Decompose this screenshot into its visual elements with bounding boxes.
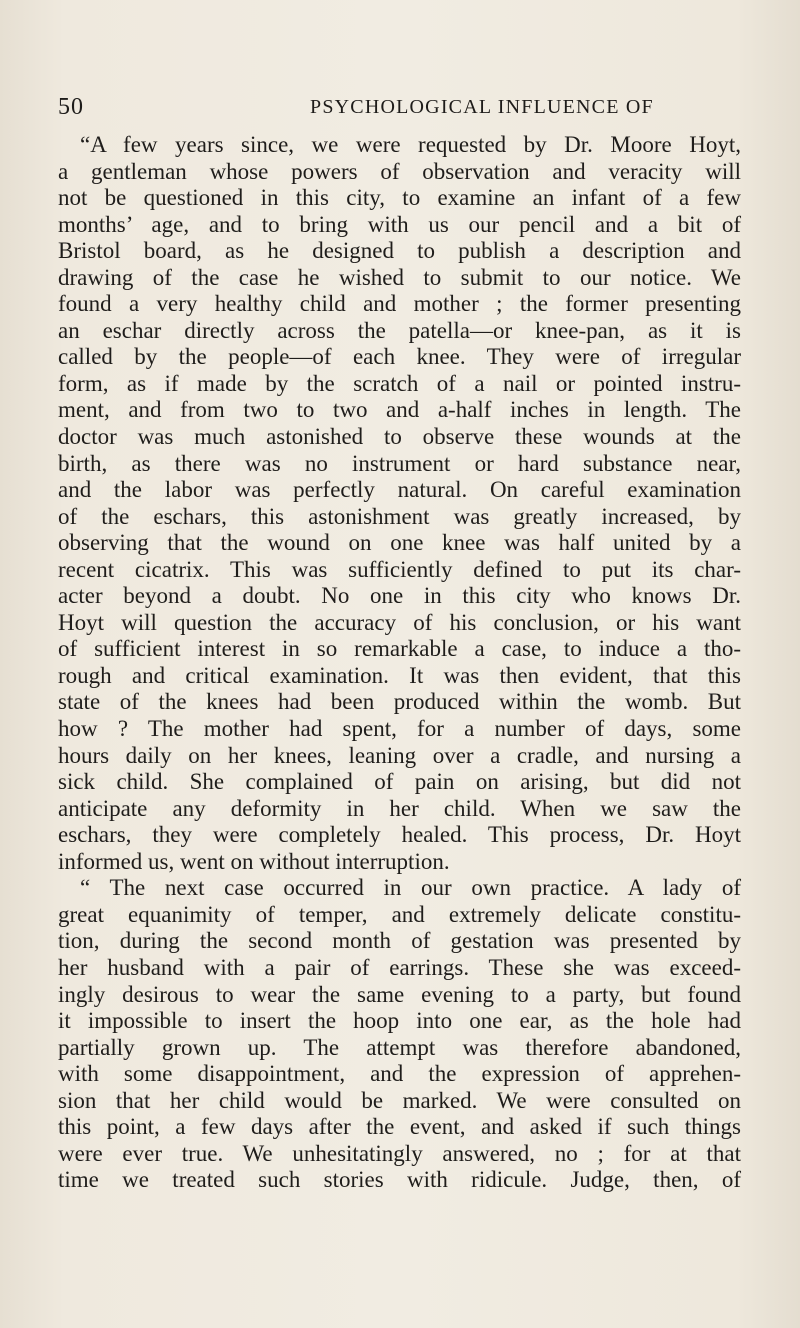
body-text: [58, 132, 741, 1194]
text-line: form, as if made by the scratch of a nail or pointed instru-: [58, 370, 741, 396]
text-line: rough and critical examination. It was then evident, that this: [58, 662, 741, 688]
text-line: it impossible to insert the hoop into one ear, as the hole had: [58, 1008, 741, 1034]
text-line: this point, a few days after the event, and asked if such things: [58, 1114, 741, 1140]
text-line: her husband with a pair of earrings. These she was exceed-: [58, 954, 741, 980]
text-line: ingly desirous to wear the same evening to a party, but found: [58, 981, 741, 1007]
text-line: and the labor was perfectly natural. On careful examination: [58, 477, 741, 503]
text-line: months’ age, and to bring with us our pencil and a bit of: [58, 211, 741, 237]
text-line: eschars, they were completely healed. This process, Dr. Hoyt: [58, 822, 741, 848]
text-line: an eschar directly across the patella—or knee-pan, as it is: [58, 317, 741, 343]
text-line: Bristol board, as he designed to publish a description and: [58, 238, 741, 264]
text-line: “ The next case occurred in our own practice. A lady of: [80, 875, 741, 901]
text-line: partially grown up. The attempt was therefore abandoned,: [58, 1034, 741, 1060]
text-line: great equanimity of temper, and extremely delicate constitu-: [58, 901, 741, 927]
text-line: not be questioned in this city, to examine an infant of a few: [58, 185, 741, 211]
text-line: sion that her child would be marked. We were consulted on: [58, 1087, 741, 1113]
text-line: informed us, went on without interruption.: [58, 848, 450, 874]
text-line: birth, as there was no instrument or hard substance near,: [58, 450, 741, 476]
text-line: found a very healthy child and mother ; the former presenting: [58, 291, 741, 317]
text-line: tion, during the second month of gestation was presented by: [58, 928, 741, 954]
text-line: state of the knees had been produced within the womb. But: [58, 689, 741, 715]
text-line: of the eschars, this astonishment was greatly increased, by: [58, 503, 741, 529]
text-line: hours daily on her knees, leaning over a cradle, and nursing a: [58, 742, 741, 768]
text-line: acter beyond a doubt. No one in this city who knows Dr.: [58, 583, 741, 609]
page-header: [58, 92, 740, 132]
text-line: sick child. She complained of pain on arising, but did not: [58, 769, 741, 795]
text-line: called by the people—of each knee. They were of irregular: [58, 344, 741, 370]
text-line: doctor was much astonished to observe these wounds at the: [58, 424, 741, 450]
page-number: 50: [58, 94, 84, 120]
text-line: observing that the wound on one knee was half united by a: [58, 530, 741, 556]
text-line: recent cicatrix. This was sufficiently defined to put its char-: [58, 556, 741, 582]
text-line: of sufficient interest in so remarkable a case, to induce a tho-: [58, 636, 741, 662]
text-line: a gentleman whose powers of observation and veracity will: [58, 158, 741, 184]
text-line: “A few years since, we were requested by Dr. Moore Hoyt,: [80, 132, 741, 157]
text-line: how ? The mother had spent, for a number of days, some: [58, 716, 741, 742]
text-line: time we treated such stories with ridicule. Judge, then, of: [58, 1167, 741, 1193]
text-line: drawing of the case he wished to submit to our notice. We: [58, 264, 741, 290]
text-line: Hoyt will question the accuracy of his conclusion, or his want: [58, 609, 741, 635]
running-head: PSYCHOLOGICAL INFLUENCE OF: [310, 96, 654, 118]
text-line: were ever true. We unhesitatingly answered, no ; for at that: [58, 1140, 741, 1166]
text-line: ment, and from two to two and a-half inches in length. The: [58, 397, 741, 423]
text-line: with some disappointment, and the expression of apprehen-: [58, 1061, 741, 1087]
text-line: anticipate any deformity in her child. When we saw the: [58, 795, 741, 821]
